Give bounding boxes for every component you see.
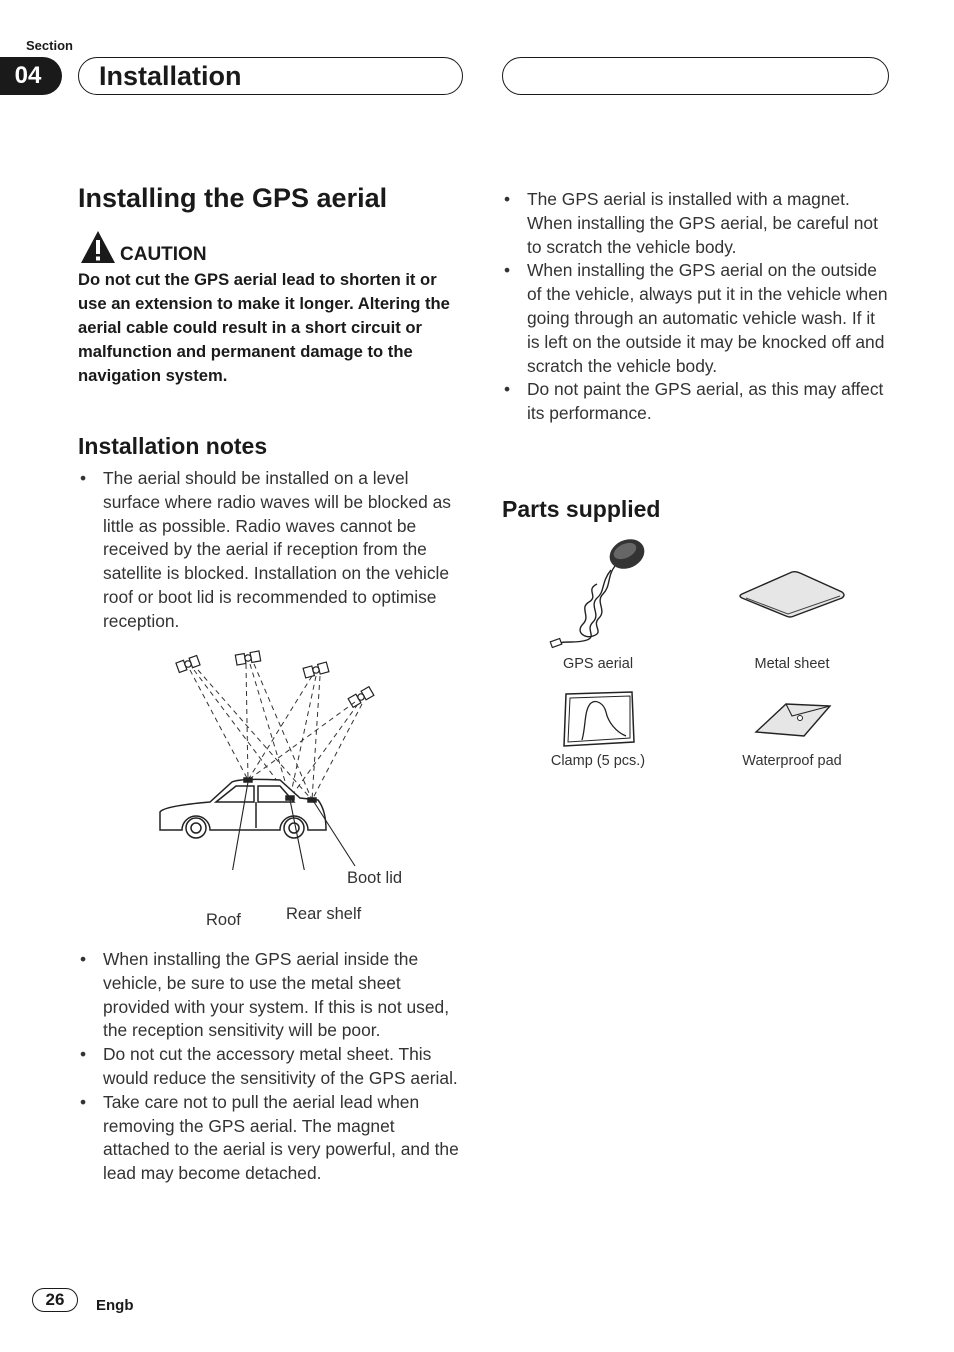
installation-notes-heading: Installation notes bbox=[78, 433, 268, 459]
part-label-metal-sheet: Metal sheet bbox=[754, 656, 830, 672]
installation-notes-list bbox=[78, 467, 466, 634]
list-item: • The aerial should be installed on a level surface where radio waves will be blocked as little as possible. Radio waves cannot be received by the aerial if reception from the satellite is blocked. Installation on the vehicle roof or boot lid is recommended to optimise reception. bbox=[78, 467, 466, 634]
list-item: • Do not cut the accessory metal sheet. This would reduce the sensitivity of the GPS aerial. bbox=[78, 1043, 466, 1091]
chapter-title bbox=[78, 57, 463, 95]
metal-sheet-icon bbox=[736, 568, 848, 620]
satellite-icon bbox=[303, 662, 329, 678]
footer-language: Engb bbox=[96, 1297, 134, 1314]
caution-heading bbox=[80, 230, 207, 264]
page-title: Installing the GPS aerial bbox=[78, 183, 388, 213]
section-number-badge: 04 bbox=[0, 57, 62, 95]
header-pill-empty bbox=[502, 57, 889, 95]
caution-text: Do not cut the GPS aerial lead to shorten it or use an extension to make it longer. Altering the aerial cable could result in a short circuit or malfunction and permanent damage to the navigation system. bbox=[78, 270, 450, 385]
right-notes-list bbox=[502, 188, 890, 426]
page-number: 26 bbox=[32, 1288, 78, 1312]
part-label-waterproof-pad: Waterproof pad bbox=[742, 753, 842, 769]
gps-aerial-icon bbox=[545, 536, 655, 652]
part-label-gps-aerial: GPS aerial bbox=[562, 656, 634, 672]
label-roof: Roof bbox=[206, 911, 241, 929]
section-label: Section bbox=[26, 38, 73, 53]
list-item: • The GPS aerial is installed with a magnet. When installing the GPS aerial, be careful not to scratch the vehicle body. bbox=[502, 188, 890, 259]
satellite-icon bbox=[235, 651, 260, 665]
warning-icon bbox=[80, 230, 116, 264]
satellite-icon bbox=[176, 656, 200, 673]
part-label-clamp: Clamp (5 pcs.) bbox=[550, 753, 646, 769]
waterproof-pad-icon bbox=[752, 698, 832, 740]
list-item: • When installing the GPS aerial inside the vehicle, be sure to use the metal sheet provided with your system. If this is not used, the reception sensitivity will be poor. bbox=[78, 948, 466, 1043]
caution-label: CAUTION bbox=[120, 244, 207, 265]
parts-supplied-heading: Parts supplied bbox=[502, 496, 661, 522]
inside-vehicle-notes-list bbox=[78, 948, 466, 1186]
label-rear-shelf: Rear shelf bbox=[286, 905, 362, 923]
clamp-icon bbox=[560, 690, 636, 748]
list-item: • Take care not to pull the aerial lead when removing the GPS aerial. The magnet attached to the aerial is very powerful, and the lead may become detached. bbox=[78, 1091, 466, 1186]
label-boot-lid: Boot lid bbox=[347, 869, 403, 887]
list-item: • When installing the GPS aerial on the outside of the vehicle, always put it in the vehicle when going through an automatic vehicle wash. If it is left on the outside it may be knocked off and scratch the vehicle body. bbox=[502, 259, 890, 378]
list-item: • Do not paint the GPS aerial, as this may affect its performance. bbox=[502, 378, 890, 426]
chapter-title-text: Installation bbox=[99, 60, 242, 91]
car-satellite-diagram bbox=[150, 640, 430, 870]
